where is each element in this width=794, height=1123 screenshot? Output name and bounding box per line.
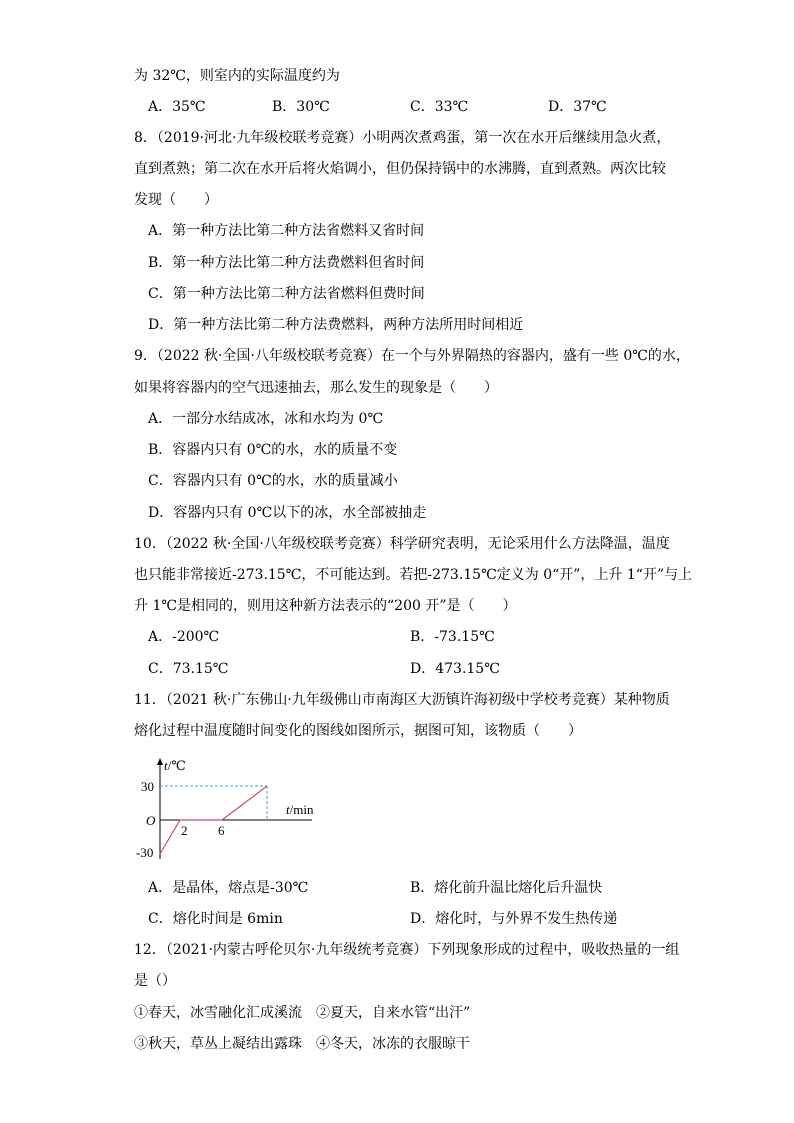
y-axis-arrow — [157, 758, 163, 765]
q12-stem-line-1: 12．（2021·内蒙古呼伦贝尔·九年级统考竞赛）下列现象形成的过程中，吸收热量的一组 — [134, 942, 680, 958]
q9-stem-line-2: 如果将容器内的空气迅速抽去，那么发生的现象是（ ） — [134, 380, 498, 396]
q11-stem-line-1: 11．（2021 秋·广东佛山·九年级佛山市南海区大沥镇许海初级中学校考竞赛）某种物质 — [134, 692, 670, 708]
x-tick-2: 2 — [181, 823, 188, 838]
q9-option-a: A．一部分水结成冰，冰和水均为 0℃ — [148, 411, 384, 427]
q8-option-c: C．第一种方法比第二种方法省燃料但费时间 — [148, 286, 425, 302]
q11-option-d: D．熔化时，与外界不发生热传递 — [410, 911, 618, 927]
q9-option-c: C．容器内只有 0℃的水，水的质量减小 — [148, 473, 398, 489]
q12-items-line-2: ③秋天，草丛上凝结出露珠 ④冬天，冰冻的衣服晾干 — [134, 1036, 470, 1052]
q8-option-d: D．第一种方法比第二种方法费燃料，两种方法所用时间相近 — [148, 317, 524, 333]
q10-stem-line-3: 升 1℃是相同的，则用这种新方法表示的“200 开”是（ ） — [134, 598, 517, 614]
q11-option-b: B．熔化前升温比熔化后升温快 — [410, 880, 603, 896]
q10-stem-line-2: 也只能非常接近-273.15℃，不可能达到。若把-273.15℃定义为 0“开”，上升 1“开”与上 — [134, 567, 693, 583]
q7-text-tail: 为 32℃，则室内的实际温度约为 — [134, 68, 340, 84]
q9-option-b: B．容器内只有 0℃的水，水的质量不变 — [148, 442, 398, 458]
q9-option-d: D．容器内只有 0℃以下的冰，水全部被抽走 — [148, 505, 427, 521]
q12-stem-line-2: 是（） — [134, 973, 176, 989]
q10-option-a: A．-200℃ — [148, 629, 220, 645]
q7-option-a: A．35℃ — [148, 99, 206, 115]
y-axis-label: t/℃ — [164, 758, 186, 773]
q10-option-d: D．473.15℃ — [410, 661, 500, 677]
q12-items-line-1: ①春天，冰雪融化汇成溪流 ②夏天，自来水管“出汗” — [134, 1005, 471, 1021]
q8-option-b: B．第一种方法比第二种方法费燃料但省时间 — [148, 255, 425, 271]
x-axis-label: t/min — [286, 802, 314, 817]
q10-option-b: B．-73.15℃ — [410, 629, 495, 645]
q10-option-c: C．73.15℃ — [148, 661, 229, 677]
melting-curve-graph — [136, 756, 326, 864]
q8-stem-line-1: 8．（2019·河北·九年级校联考竞赛）小明两次煮鸡蛋，第一次在水开后继续用急火煮， — [134, 130, 671, 146]
y-tick-minus-30: -30 — [136, 845, 154, 860]
q10-stem-line-1: 10．（2022 秋·全国·八年级校联考竞赛）科学研究表明，无论采用什么方法降温，温度 — [134, 536, 670, 552]
origin-label: O — [146, 813, 156, 828]
q11-option-a: A．是晶体，熔点是-30℃ — [148, 880, 309, 896]
x-tick-6: 6 — [218, 823, 225, 838]
q8-stem-line-3: 发现（ ） — [134, 192, 218, 208]
q7-option-c: C．33℃ — [410, 99, 469, 115]
q7-option-d: D．37℃ — [548, 99, 607, 115]
q8-option-a: A．第一种方法比第二种方法省燃料又省时间 — [148, 223, 425, 239]
q11-stem-line-2: 熔化过程中温度随时间变化的图线如图所示，据图可知，该物质（ ） — [134, 723, 582, 739]
q9-stem-line-1: 9．（2022 秋·全国·八年级校联考竞赛）在一个与外界隔热的容器内，盛有一些 0℃的水， — [134, 348, 690, 364]
y-tick-30: 30 — [141, 779, 154, 794]
q11-option-c: C．熔化时间是 6min — [148, 911, 283, 927]
q7-option-b: B．30℃ — [272, 99, 330, 115]
q8-stem-line-2: 直到煮熟；第二次在水开后将火焰调小，但仍保持锅中的水沸腾，直到煮熟。两次比较 — [134, 161, 666, 177]
